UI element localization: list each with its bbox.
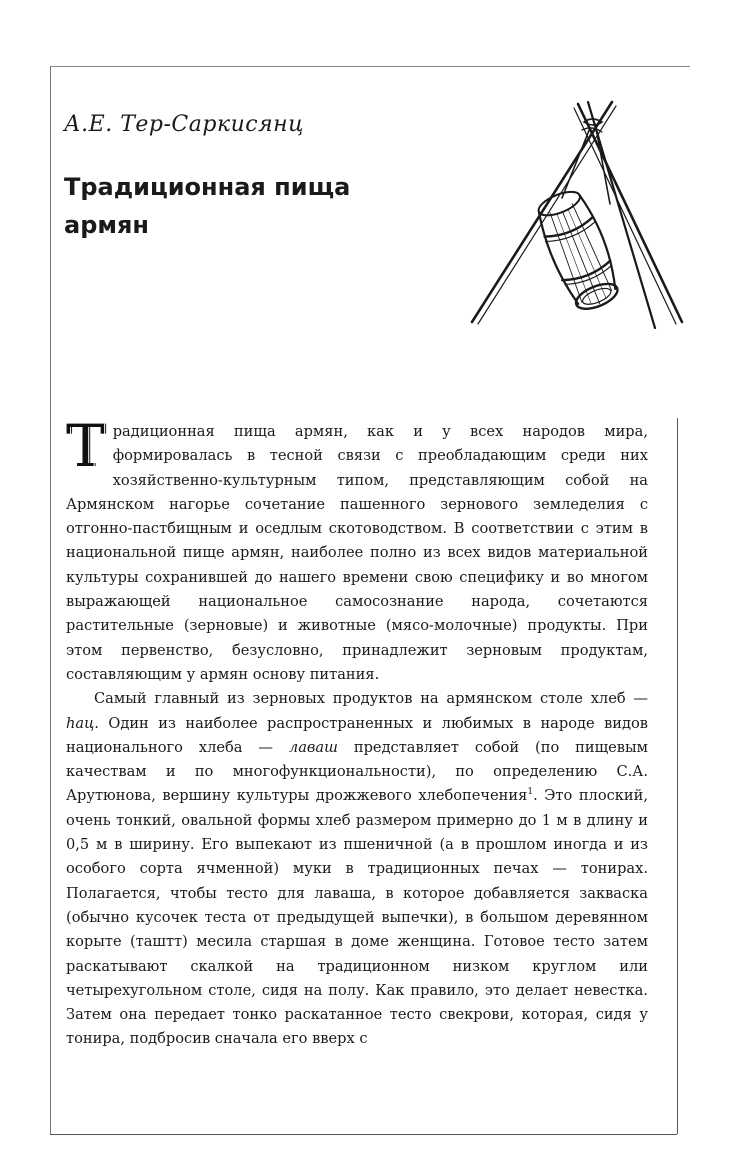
- paragraph-2-text-b: . Один из наиболее распространенных и любимых в народе видов национального хлеба —: [66, 714, 648, 756]
- footnote-ref: 1: [527, 787, 534, 798]
- article-body: [66, 412, 648, 1052]
- article-title-line-2: армян: [64, 211, 149, 239]
- drop-cap: Т: [66, 412, 105, 480]
- paragraph-2-text-d: . Это плоский, очень тонкий, овальной формы хлеб размером примерно до 1 м в длину и 0,5 м в ширину. Его выпекают из пшеничной (а в прошлом иногда и из особого сорта ячменной) муки в традиционных печах — тонирах. Полагается, чтобы тесто для лаваша, в которое добавляется закваска (обычно кусочек теста от предыдущей выпечки), в большом деревянном корыте (таштт) месила старшая в доме женщина. Готовое тесто затем раскатывают скалкой на традиционном низком круглом или четырехугольном столе, сидя на полу. Как правило, это делает невестка. Затем она передает тонко раскатанное тесто свекрови, которая, сидя у тонира, подбросив сначала его вверх с: [66, 787, 648, 1048]
- paragraph-2: [66, 687, 648, 1051]
- article-title-line-1: Традиционная пища: [64, 173, 351, 201]
- paragraph-2-text-a: Самый главный из зерновых продуктов на армянском столе хлеб —: [94, 690, 648, 708]
- author-name: А.Е. Тер-Саркисянц: [64, 112, 304, 137]
- page-frame-bottom-rule: [50, 1134, 677, 1135]
- term-lavash: лаваш: [288, 738, 338, 756]
- paragraph-1-text: радиционная пища армян, как и у всех народов мира, формировалась в тесной связи с преобладающим среди них хозяйственно-культурным типом, представляющим собой на Армянском нагорье сочетание пашенного зернового земледелия с отгонно-пастбищным и оседлым скотоводством. В соответствии с этим в национальной пище армян, наиболее полно из всех видов материальной культуры сохранившей до нашего времени свою специфику и во многом выражающей национальное самосознание народа, сочетаются растительные (зерновые) и животные (мясо-молочные) продукты. При этом первенство, безусловно, принадлежит зерновым продуктам, составляющим у армян основу питания.: [66, 423, 648, 683]
- hanging-churn-tripod-icon: [450, 100, 695, 330]
- article-title: [64, 168, 444, 244]
- page-frame-left-rule: [50, 66, 51, 1135]
- term-hac: hац: [66, 714, 95, 732]
- text-column-right-rule: [677, 418, 678, 1134]
- page-frame-top-rule: [50, 66, 690, 67]
- paragraph-2-text-c: представляет собой (по пищевым качествам и по многофункциональности), по определению С.А. Арутюнова, вершину культуры дрожжевого хлебопечения: [66, 738, 648, 805]
- paragraph-1: [66, 412, 648, 687]
